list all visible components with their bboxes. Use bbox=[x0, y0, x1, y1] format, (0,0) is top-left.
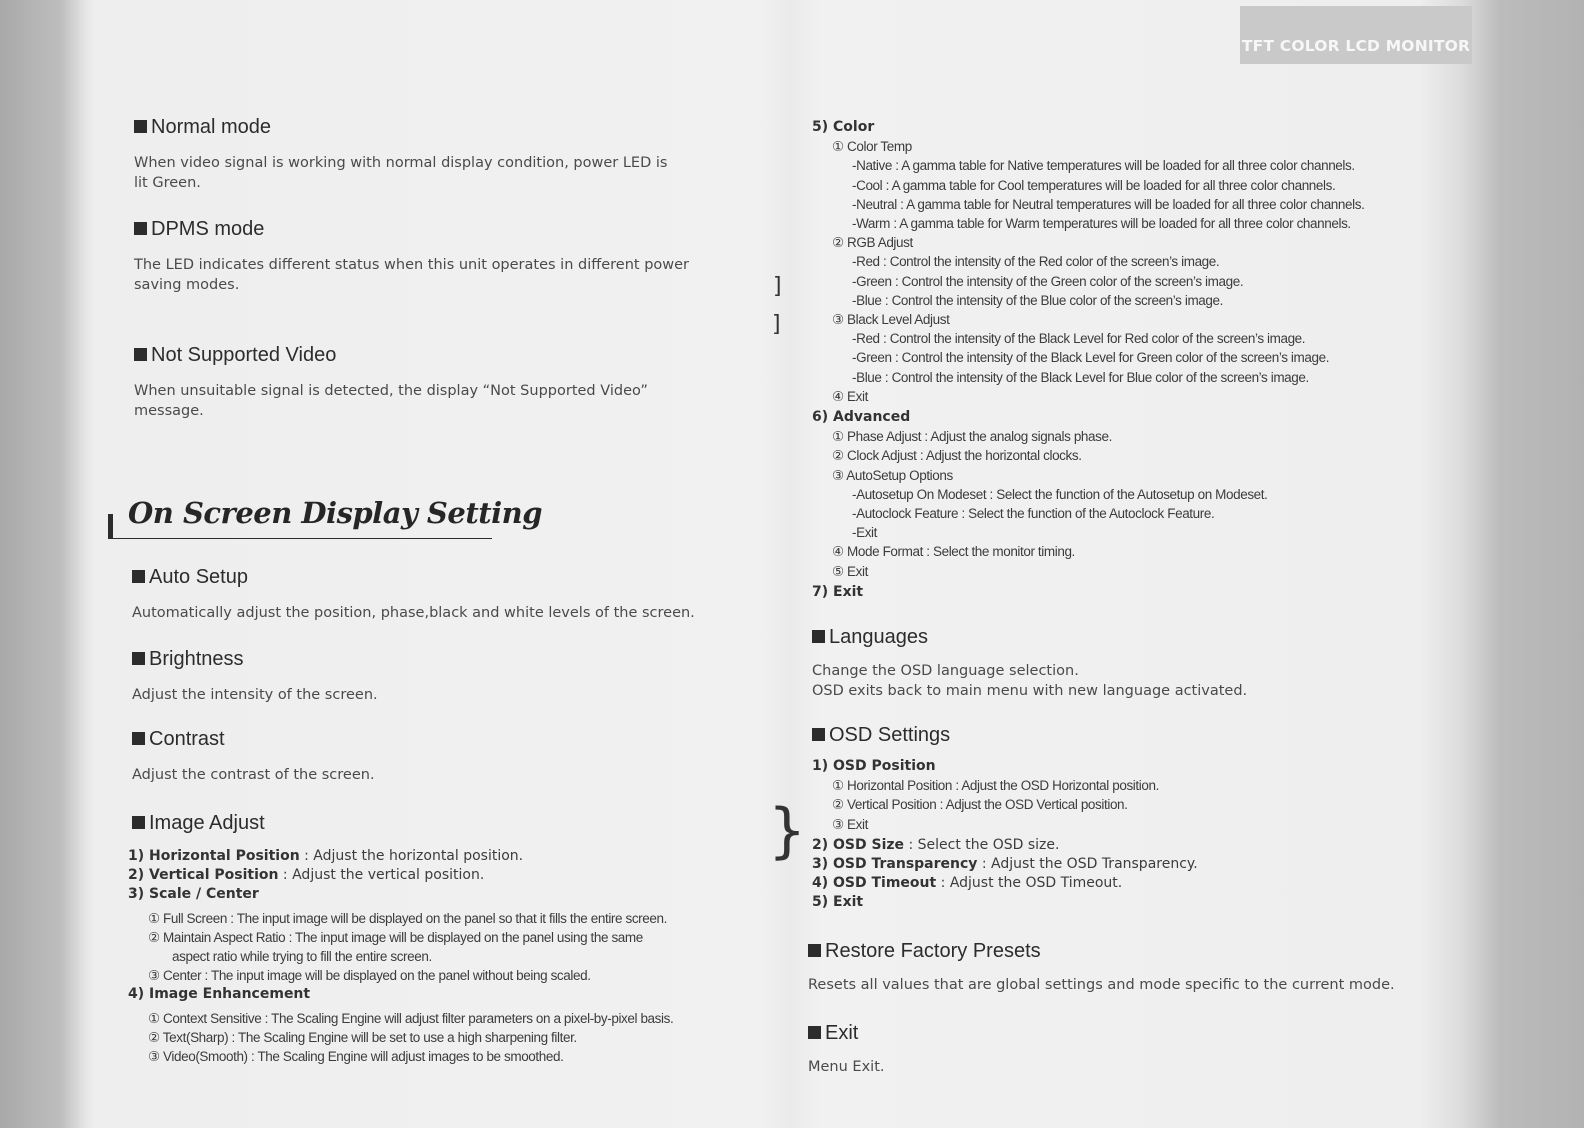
section-text: Menu Exit. bbox=[808, 1059, 885, 1075]
exit-section bbox=[808, 1022, 1208, 1077]
bullet-square-icon bbox=[132, 652, 145, 665]
section-text: When unsuitable signal is detected, the display “Not Supported Video” message. bbox=[134, 383, 648, 419]
list-item: 4) OSD Timeout : Adjust the OSD Timeout. bbox=[812, 875, 1123, 892]
list-subitem: ③ AutoSetup Options bbox=[832, 467, 953, 483]
list-subitem: ④ Mode Format : Select the monitor timing. bbox=[832, 544, 1075, 560]
restore-section bbox=[808, 940, 1458, 995]
bullet-square-icon bbox=[132, 732, 145, 745]
section-text: Automatically adjust the position, phase,black and white levels of the screen. bbox=[132, 605, 695, 621]
dpms-mode-section bbox=[134, 218, 694, 295]
section-heading: Contrast bbox=[132, 728, 632, 751]
list-item: 1) Horizontal Position : Adjust the horizontal position. bbox=[128, 848, 524, 864]
section-heading: Normal mode bbox=[134, 116, 674, 139]
list-subitem: -Neutral : A gamma table for Neutral temperatures will be loaded for all three color channels. bbox=[852, 196, 1365, 212]
list-subitem: -Exit bbox=[852, 525, 878, 541]
section-heading: DPMS mode bbox=[134, 218, 694, 241]
list-subitem: ① Horizontal Position : Adjust the OSD Horizontal position. bbox=[832, 778, 1159, 794]
binding-mark: } bbox=[768, 796, 807, 866]
list-subitem: ① Full Screen : The input image will be displayed on the panel so that it fills the entire screen. bbox=[148, 910, 667, 926]
bullet-square-icon bbox=[808, 1026, 821, 1039]
section-text: OSD exits back to main menu with new language activated. bbox=[812, 683, 1248, 699]
title-bar-mark bbox=[108, 514, 113, 538]
list-item: 1) OSD Position bbox=[812, 758, 936, 774]
list-subitem: ③ Video(Smooth) : The Scaling Engine will adjust images to be smoothed. bbox=[148, 1049, 564, 1065]
list-subitem: aspect ratio while trying to fill the entire screen. bbox=[172, 949, 432, 965]
list-subitem: ③ Exit bbox=[832, 816, 868, 832]
list-item: 4) Image Enhancement bbox=[128, 986, 311, 1003]
normal-mode-section bbox=[134, 116, 674, 193]
bullet-square-icon bbox=[808, 944, 821, 957]
list-subitem: ③ Center : The input image will be displayed on the panel without being scaled. bbox=[148, 968, 591, 984]
list-subitem: ① Phase Adjust : Adjust the analog signals phase. bbox=[832, 429, 1112, 445]
bullet-square-icon bbox=[812, 728, 825, 741]
section-heading: Languages bbox=[812, 626, 1452, 649]
section-text: Change the OSD language selection. bbox=[812, 663, 1079, 679]
list-subitem: ① Context Sensitive : The Scaling Engine will adjust filter parameters on a pixel-by-pixel basis. bbox=[148, 1010, 674, 1026]
osd-settings-section bbox=[812, 724, 1452, 913]
color-menu bbox=[812, 118, 1462, 406]
list-subitem: ② Text(Sharp) : The Scaling Engine will be set to use a high sharpening filter. bbox=[148, 1029, 577, 1045]
right-column bbox=[808, 118, 1462, 1075]
list-subitem: -Green : Control the intensity of the Green color of the screen’s image. bbox=[852, 273, 1244, 289]
list-subitem: -Red : Control the intensity of the Black Level for Red color of the screen’s image. bbox=[852, 331, 1306, 347]
section-heading: Restore Factory Presets bbox=[808, 940, 1458, 963]
list-item: 3) Scale / Center bbox=[128, 886, 259, 903]
list-item: 5) Color bbox=[812, 119, 875, 135]
bullet-square-icon bbox=[132, 570, 145, 583]
list-subitem: ② Maintain Aspect Ratio : The input image will be displayed on the panel using the same bbox=[148, 929, 643, 945]
page-title: On Screen Display Setting bbox=[128, 496, 542, 530]
list-item: 2) Vertical Position : Adjust the vertical position. bbox=[128, 867, 485, 884]
auto-setup-section bbox=[132, 566, 752, 623]
list-subitem: -Blue : Control the intensity of the Blue color of the screen’s image. bbox=[852, 292, 1223, 308]
list-subitem: -Cool : A gamma table for Cool temperatures will be loaded for all three color channels. bbox=[852, 177, 1336, 193]
section-heading: OSD Settings bbox=[812, 724, 1452, 747]
contrast-section bbox=[132, 728, 632, 785]
list-subitem: ② RGB Adjust bbox=[832, 235, 913, 251]
list-item: 3) OSD Transparency : Adjust the OSD Transparency. bbox=[812, 856, 1198, 873]
list-item: 2) OSD Size : Select the OSD size. bbox=[812, 836, 1060, 853]
list-subitem: ② Vertical Position : Adjust the OSD Vertical position. bbox=[832, 797, 1128, 813]
list-subitem: -Autoclock Feature : Select the function of the Autoclock Feature. bbox=[852, 506, 1215, 522]
brightness-section bbox=[132, 648, 632, 705]
section-text: Resets all values that are global settings and mode specific to the current mode. bbox=[808, 977, 1395, 993]
list-subitem: -Green : Control the intensity of the Black Level for Green color of the screen’s image. bbox=[852, 350, 1330, 366]
section-text: Adjust the intensity of the screen. bbox=[132, 687, 378, 703]
list-subitem: ③ Black Level Adjust bbox=[832, 312, 950, 328]
bullet-square-icon bbox=[134, 120, 147, 133]
list-subitem: ② Clock Adjust : Adjust the horizontal clocks. bbox=[832, 448, 1082, 464]
header-banner: TFT COLOR LCD MONITOR bbox=[1240, 6, 1472, 64]
list-item: 7) Exit bbox=[812, 583, 864, 600]
osd-section-title bbox=[108, 492, 542, 539]
not-supported-section bbox=[134, 344, 654, 421]
section-heading: Auto Setup bbox=[132, 566, 752, 589]
list-subitem: -Blue : Control the intensity of the Black Level for Blue color of the screen’s image. bbox=[852, 369, 1309, 385]
section-text: Adjust the contrast of the screen. bbox=[132, 767, 375, 783]
bullet-square-icon bbox=[812, 630, 825, 643]
section-heading: Image Adjust bbox=[128, 812, 758, 835]
languages-section bbox=[812, 626, 1452, 701]
section-text: When video signal is working with normal display condition, power LED is lit Green. bbox=[134, 155, 668, 191]
list-subitem: -Native : A gamma table for Native temperatures will be loaded for all three color channels. bbox=[852, 158, 1355, 174]
bullet-square-icon bbox=[132, 816, 145, 829]
section-heading: Exit bbox=[808, 1022, 1208, 1045]
list-subitem: -Autosetup On Modeset : Select the function of the Autosetup on Modeset. bbox=[852, 486, 1268, 502]
bullet-square-icon bbox=[134, 348, 147, 361]
list-subitem: -Red : Control the intensity of the Red color of the screen’s image. bbox=[852, 254, 1220, 270]
list-subitem: ④ Exit bbox=[832, 388, 868, 404]
image-adjust-section bbox=[128, 812, 758, 1066]
list-subitem: ⑤ Exit bbox=[832, 563, 868, 579]
section-heading: Not Supported Video bbox=[134, 344, 654, 367]
list-subitem: ① Color Temp bbox=[832, 139, 912, 155]
list-item: 5) Exit bbox=[812, 894, 864, 911]
bullet-square-icon bbox=[134, 222, 147, 235]
binding-mark: ] bbox=[772, 312, 781, 337]
section-text: The LED indicates different status when this unit operates in different power saving modes. bbox=[134, 257, 690, 293]
advanced-menu bbox=[812, 408, 1462, 581]
list-subitem: -Warm : A gamma table for Warm temperatures will be loaded for all three color channels. bbox=[852, 216, 1351, 232]
list-item: 6) Advanced bbox=[812, 409, 911, 426]
section-heading: Brightness bbox=[132, 648, 632, 671]
binding-mark: ] bbox=[773, 274, 782, 299]
